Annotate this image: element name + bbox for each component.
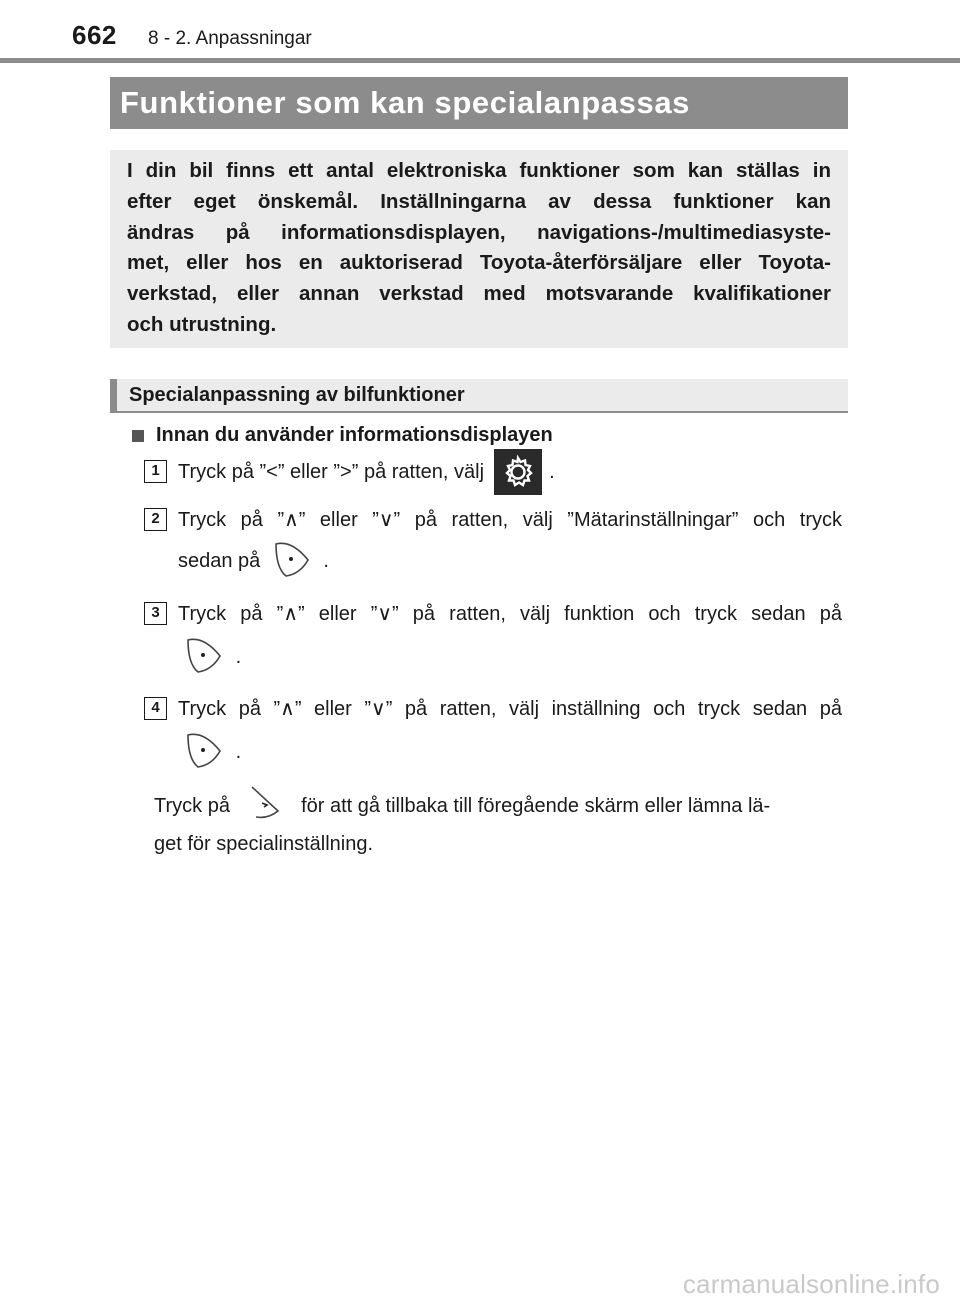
step-4-line-2 xyxy=(178,740,842,764)
ok-button-icon xyxy=(270,538,314,584)
section-heading-bar xyxy=(110,379,848,413)
step-3-line-1: Tryck på ”∧” eller ”∨” på ratten, välj funktion och tryck sedan på xyxy=(178,603,842,625)
ok-button-icon xyxy=(182,634,226,680)
intro-line: I din bil finns ett antal elektroniska funktioner som kan ställas in xyxy=(127,159,831,182)
step-1-text: Tryck på ”<” eller ”>” på ratten, välj xyxy=(178,461,485,483)
step-number-3: 3 xyxy=(144,602,167,625)
step-4-line-1: Tryck på ”∧” eller ”∨” på ratten, välj inställning och tryck sedan på xyxy=(178,698,842,720)
note-line-1 xyxy=(154,794,844,818)
step-number-2: 2 xyxy=(144,508,167,531)
intro-line: och utrustning. xyxy=(127,312,277,336)
step-2-line-1: Tryck på ”∧” eller ”∨” på ratten, välj ”Mätarinställningar” och tryck xyxy=(178,509,842,531)
header-rule xyxy=(0,58,960,63)
intro-line: met, eller hos en auktoriserad Toyota-återförsäljare eller Toyota- xyxy=(127,251,831,275)
step-1-line xyxy=(178,460,842,485)
subheading-text: Innan du använder informationsdisplayen xyxy=(156,424,553,446)
step-1-period: . xyxy=(549,461,555,483)
note-prefix: Tryck på xyxy=(154,795,230,817)
step-3-line-2 xyxy=(178,645,842,669)
subheading xyxy=(132,424,553,447)
page-title: Funktioner som kan specialanpassas xyxy=(120,85,690,120)
chapter-heading: 8 - 2. Anpassningar xyxy=(148,28,312,49)
intro-box xyxy=(110,150,848,348)
step-number-1: 1 xyxy=(144,460,167,483)
intro-line: efter eget önskemål. Inställningarna av dessa funktioner kan xyxy=(127,189,831,213)
intro-line: ändras på informationsdisplayen, navigations-/multimediasyste- xyxy=(127,220,831,244)
step-number-4: 4 xyxy=(144,697,167,720)
gear-icon xyxy=(494,449,542,495)
watermark: carmanualsonline.info xyxy=(682,1269,940,1299)
step-4-period: . xyxy=(235,741,242,763)
ok-button-icon xyxy=(182,729,226,775)
step-2-line-2 xyxy=(178,549,842,573)
intro-line: verkstad, eller annan verkstad med motsvarande kvalifikationer xyxy=(127,282,831,306)
step-2-text: sedan på xyxy=(178,550,261,572)
square-bullet-icon xyxy=(132,430,144,442)
section-heading: Specialanpassning av bilfunktioner xyxy=(129,383,465,406)
step-2-period: . xyxy=(323,550,329,572)
title-bar xyxy=(110,77,848,129)
step-3-period: . xyxy=(235,646,242,668)
back-button-icon xyxy=(248,783,284,829)
note-line-2: get för specialinställning. xyxy=(154,833,374,855)
page-number: 662 xyxy=(72,20,117,50)
note-text: för att gå tillbaka till föregående skärm eller lämna lä- xyxy=(301,795,771,817)
